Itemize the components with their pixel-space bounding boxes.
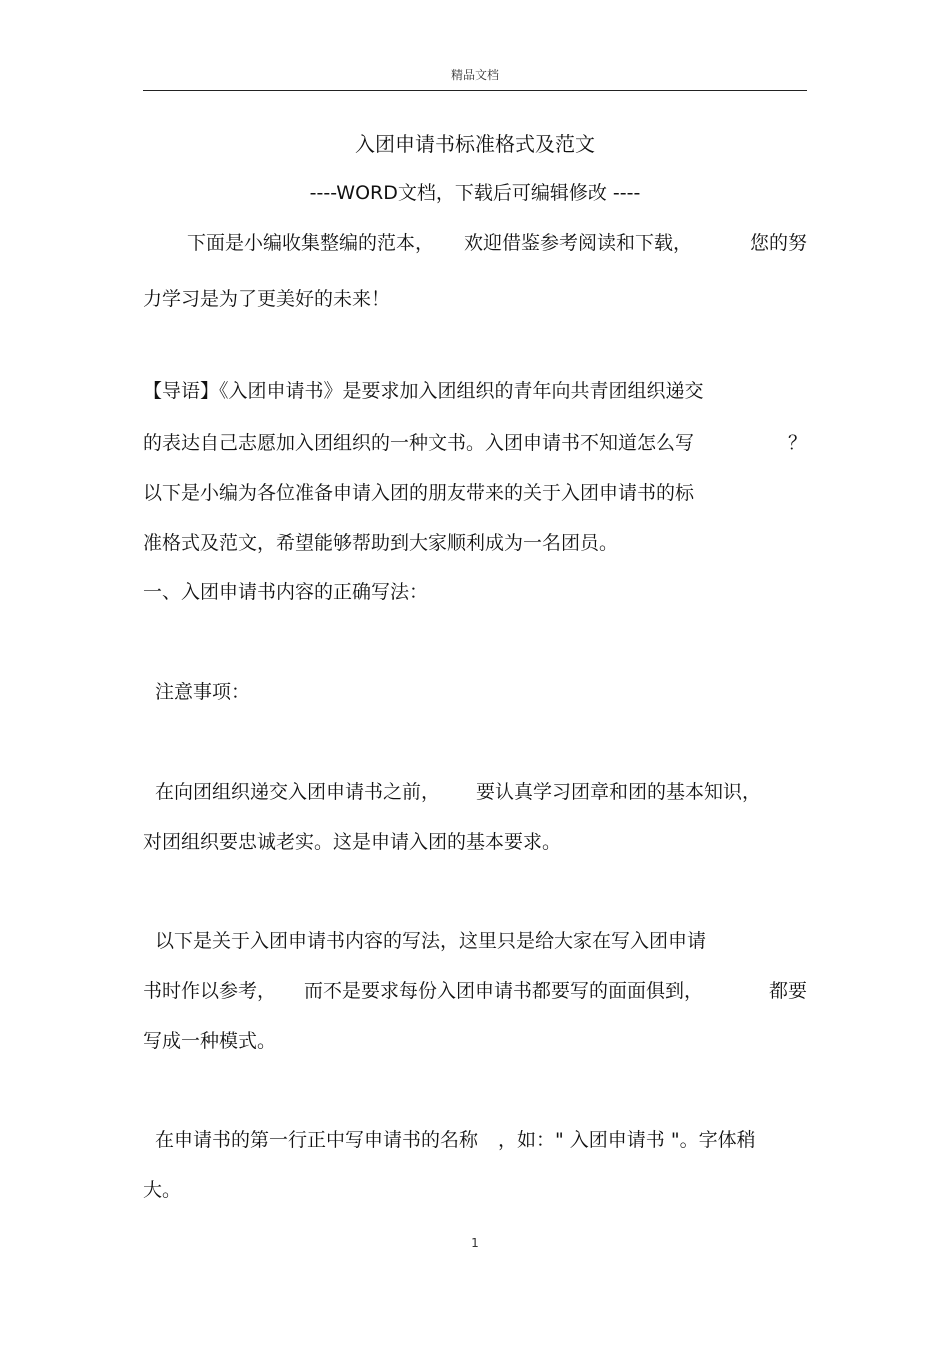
- page-number: 1: [471, 1236, 479, 1250]
- intro-segment-b: 欢迎借鉴参考阅读和下载，: [464, 232, 693, 254]
- guide-text: 的表达自己志愿加入团组织的一种文书。入团申请书不知道怎么写: [143, 432, 695, 454]
- guide-text: 准格式及范文，希望能够帮助到大家顺利成为一名团员。: [143, 532, 619, 554]
- p2-segment-c: 都要: [768, 980, 807, 1002]
- document-title: 入团申请书标准格式及范文: [355, 132, 595, 156]
- guide-question-mark: ？: [787, 432, 807, 454]
- p2-line-1: [143, 928, 807, 954]
- p3-line-2: [143, 1177, 807, 1203]
- note-heading: [143, 679, 807, 705]
- note-heading-text: 注意事项：: [155, 681, 251, 703]
- p3-segment-b: ，如：" 入团申请书 "。字体稍: [498, 1129, 756, 1151]
- intro-segment-c: 您的努: [749, 232, 807, 254]
- p1-line-1: [143, 779, 807, 805]
- p2-segment-b: 而不是要求每份入团申请书都要写的面面俱到，: [304, 980, 704, 1002]
- p3-line-1: [143, 1127, 807, 1153]
- section-heading-text: 一、入团申请书内容的正确写法：: [143, 581, 429, 603]
- p2-segment-a: 书时作以参考，: [143, 980, 277, 1002]
- page-header-label: 精品文档: [450, 68, 499, 82]
- p2-line-2: [143, 978, 807, 1004]
- guide-line-2: [143, 430, 807, 456]
- p1-segment-a: 在向团组织递交入团申请书之前，: [155, 781, 441, 803]
- p3-text: 大。: [143, 1179, 182, 1201]
- p2-text: 以下是关于入团申请书内容的写法，这里只是给大家在写入团申请: [155, 930, 707, 952]
- guide-line-4: [143, 530, 807, 556]
- p1-segment-b: 要认真学习团章和团的基本知识，: [476, 781, 762, 803]
- guide-line-3: [143, 480, 807, 506]
- p1-line-2: [143, 829, 807, 855]
- guide-line-1: [143, 378, 807, 404]
- p1-text: 对团组织要忠诚老实。这是申请入团的基本要求。: [143, 831, 562, 853]
- p3-segment-a: 在申请书的第一行正中写申请书的名称: [155, 1129, 479, 1151]
- intro-line-2: [143, 286, 807, 312]
- intro-segment-a: 下面是小编收集整编的范本，: [187, 232, 435, 254]
- document-subtitle: ----WORD文档，下载后可编辑修改 ----: [309, 182, 641, 204]
- guide-text: 以下是小编为各位准备申请入团的朋友带来的关于入团申请书的标: [143, 482, 695, 504]
- header-divider: [143, 90, 807, 91]
- section-heading-1: [143, 579, 807, 605]
- guide-text: 【导语】《入团申请书》是要求加入团组织的青年向共青团组织递交: [143, 380, 704, 402]
- p2-line-3: [143, 1028, 807, 1054]
- p2-text: 写成一种模式。: [143, 1030, 277, 1052]
- intro-line-1: [143, 230, 807, 256]
- intro-text: 力学习是为了更美好的未来！: [143, 288, 391, 310]
